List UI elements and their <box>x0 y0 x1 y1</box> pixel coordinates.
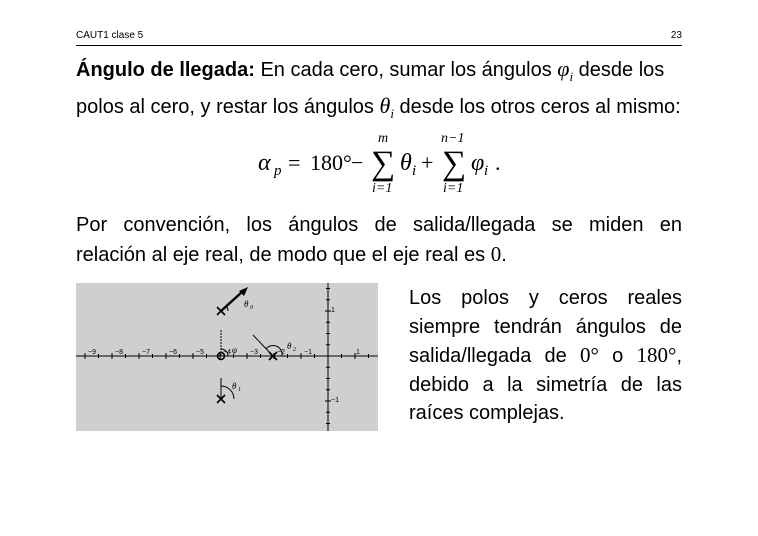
para1-text-1: En cada cero, sumar los ángulos <box>254 59 558 81</box>
y-tick-1: 1 <box>331 307 335 314</box>
plus-sign: + <box>421 150 434 175</box>
x-tick-neg8: −8 <box>115 349 123 356</box>
deg-0: 0° <box>580 343 599 367</box>
para2-period: . <box>501 244 507 266</box>
arrival-angle-formula <box>258 132 518 194</box>
sum2-lower: i=1 <box>443 181 464 194</box>
theta0-label: θ <box>244 299 249 309</box>
phi-term-subscript: i <box>484 163 489 179</box>
x-tick-neg4: −4 <box>223 349 231 356</box>
theta0-arc <box>226 306 228 311</box>
sum1-lower: i=1 <box>372 181 393 194</box>
page-header <box>76 30 682 41</box>
sum2-upper: n−1 <box>441 132 465 146</box>
x-tick-neg7: −7 <box>142 349 150 356</box>
phi-term: φ <box>471 150 485 176</box>
deg-180: 180° <box>636 343 677 367</box>
x-tick-neg9: −9 <box>88 349 96 356</box>
zero-symbol: 0 <box>490 242 502 266</box>
para1-text-2: desde los polos al cero, y restar los ángulos <box>76 59 665 118</box>
x-tick-neg1: −1 <box>304 349 312 356</box>
page-number: 23 <box>670 30 682 41</box>
side-line-3-b: o <box>598 345 637 367</box>
phi-symbol: φ <box>557 56 570 81</box>
sum1-upper: m <box>378 132 389 146</box>
departure-arrow <box>221 292 242 311</box>
side-line-3 <box>409 341 682 371</box>
paragraph-arrival-angle <box>76 54 682 128</box>
phi-label: φ <box>232 345 237 355</box>
theta-term: θ <box>400 150 412 176</box>
sum2-sigma: ∑ <box>442 145 467 182</box>
paragraph-real-roots <box>409 284 682 428</box>
theta-subscript: i <box>390 106 394 121</box>
side-line-5: raíces complejas. <box>409 402 565 424</box>
side-line-4: debido a la simetría de las <box>409 373 682 396</box>
x-tick-neg5: −5 <box>196 349 204 356</box>
side-line-3-c: , <box>676 345 682 367</box>
alpha-symbol: α <box>258 150 271 176</box>
side-line-2: siempre tendrán ángulos de <box>409 315 682 338</box>
sum1-sigma: ∑ <box>371 145 396 182</box>
root-locus-figure <box>76 283 378 431</box>
constant-180: 180° <box>310 150 352 175</box>
theta-term-subscript: i <box>412 163 417 179</box>
para2-line-2 <box>76 240 682 270</box>
side-line-1: Los polos y ceros reales <box>409 287 682 309</box>
theta1-label: θ <box>232 381 237 391</box>
course-label: CAUT1 clase 5 <box>76 30 144 41</box>
x-tick-neg2: −2 <box>277 349 285 356</box>
paragraph-convention <box>76 211 682 270</box>
formula-period: . <box>495 150 501 175</box>
theta2-sub: 2 <box>293 347 296 353</box>
para1-text-3: desde los otros ceros al mismo: <box>393 96 681 118</box>
theta2-label: θ <box>287 341 292 351</box>
side-line-3-a: salida/llegada de <box>409 345 581 367</box>
header-rule <box>76 45 682 46</box>
para2-line-1: Por convención, los ángulos de salida/llegada se miden en <box>76 214 682 236</box>
theta1-sub: 1 <box>238 387 241 393</box>
root-locus-svg <box>76 283 378 431</box>
phi-subscript: i <box>569 69 574 84</box>
x-tick-1: 1 <box>356 349 360 356</box>
equals-sign: = <box>288 150 301 175</box>
alpha-subscript: p <box>274 163 282 179</box>
para2-line-2-text: relación al eje real, de modo que el eje real es <box>76 244 491 266</box>
x-tick-neg6: −6 <box>169 349 177 356</box>
minus-sign: − <box>351 150 364 175</box>
formula-svg <box>258 132 518 194</box>
theta-symbol: θ <box>379 93 391 118</box>
y-tick-neg1: −1 <box>331 397 339 404</box>
x-tick-neg3: −3 <box>250 349 258 356</box>
theta0-sub: 0 <box>250 305 253 311</box>
paragraph-heading: Ángulo de llegada: <box>76 59 255 81</box>
